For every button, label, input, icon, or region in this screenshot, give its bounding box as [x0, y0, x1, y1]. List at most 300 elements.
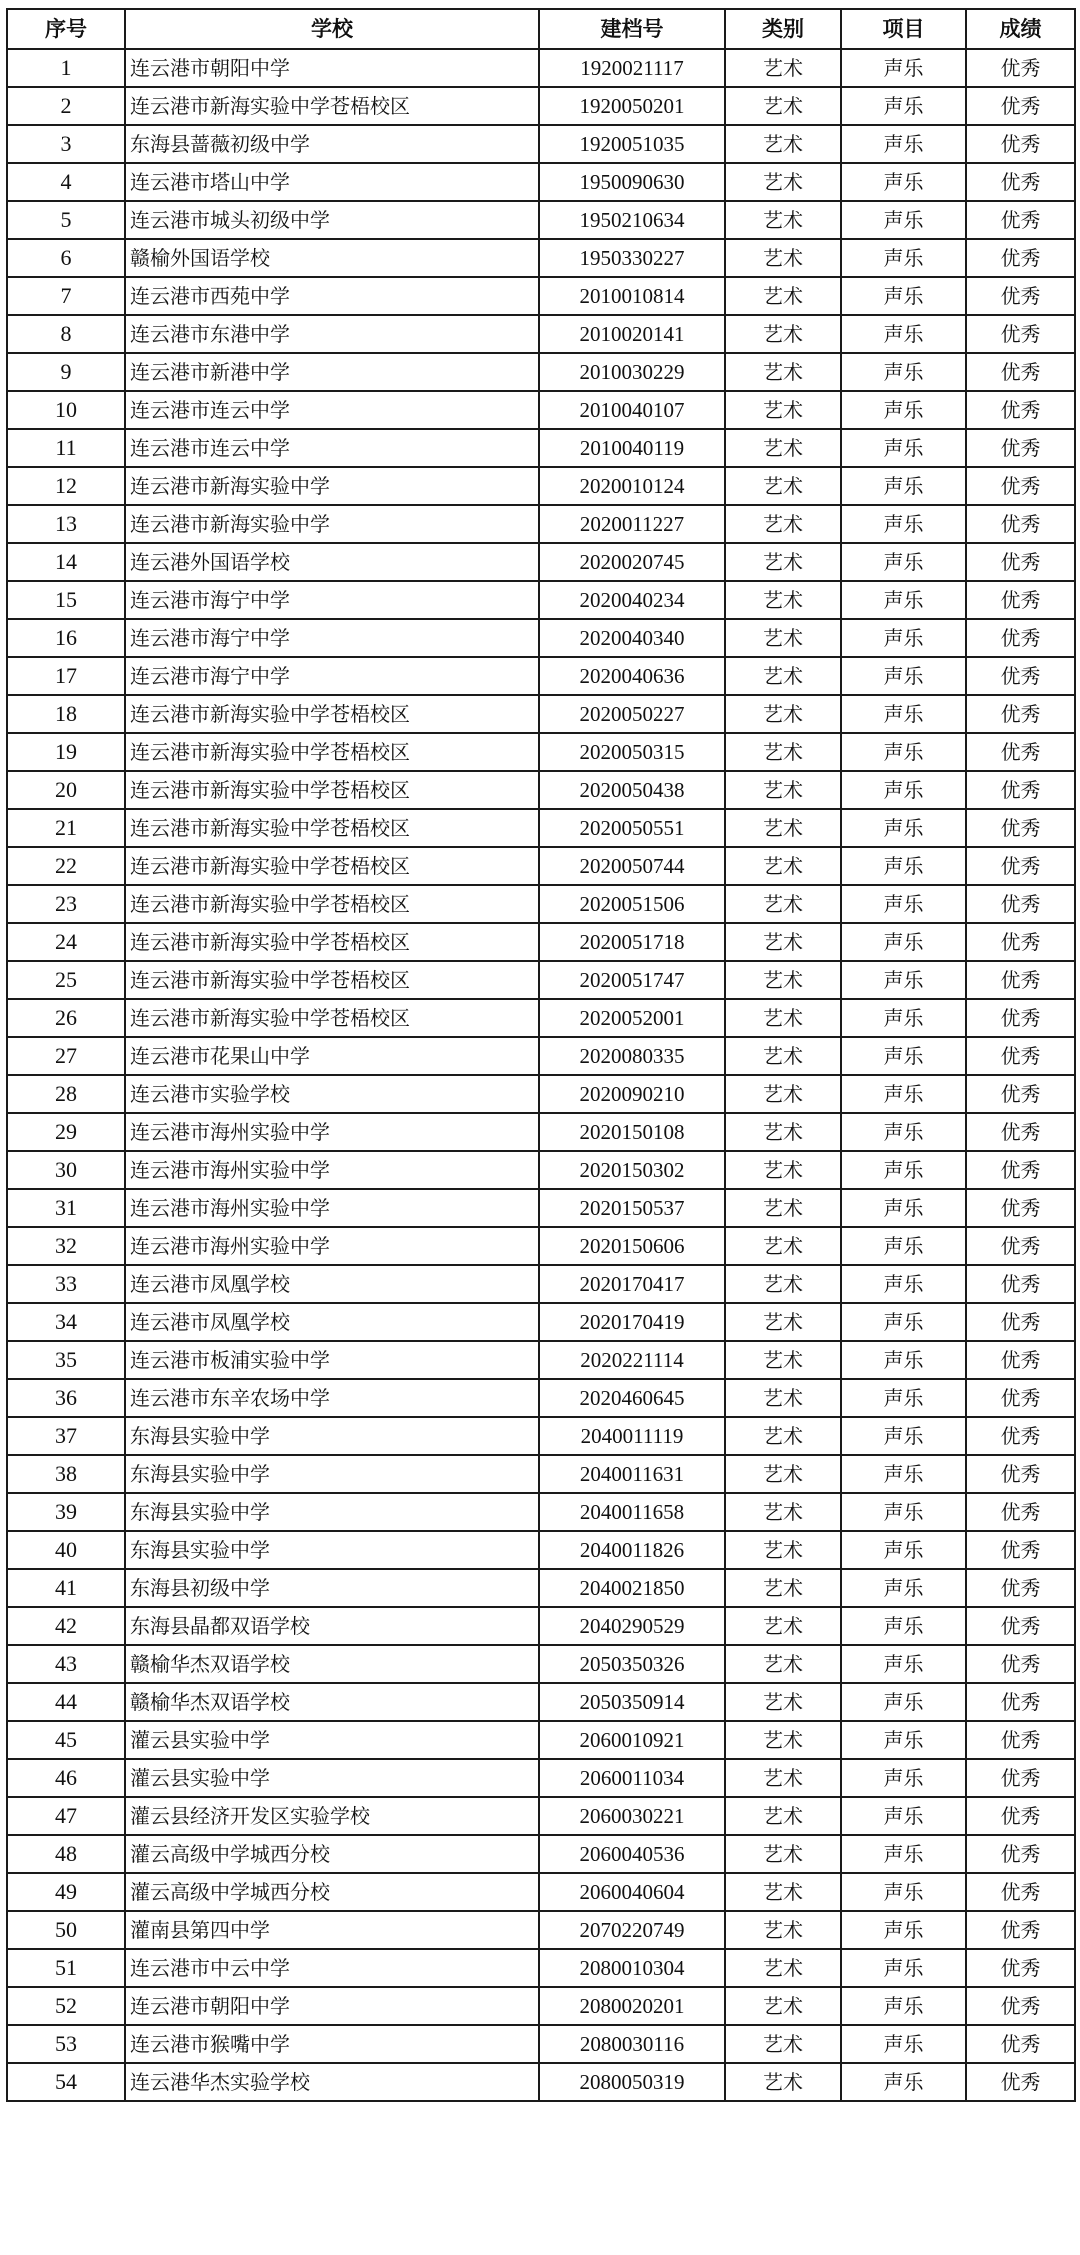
cell-score: 优秀	[966, 1569, 1075, 1607]
table-row	[7, 2063, 1075, 2101]
cell-score: 优秀	[966, 1873, 1075, 1911]
cell-item: 声乐	[841, 315, 966, 353]
cell-id: 2050350914	[539, 1683, 725, 1721]
cell-item: 声乐	[841, 1683, 966, 1721]
table-row	[7, 1227, 1075, 1265]
table-row	[7, 1645, 1075, 1683]
cell-id: 2040011826	[539, 1531, 725, 1569]
cell-category: 艺术	[725, 125, 841, 163]
cell-school: 连云港市海州实验中学	[125, 1151, 539, 1189]
cell-no: 30	[7, 1151, 125, 1189]
table-row	[7, 657, 1075, 695]
cell-id: 2060040604	[539, 1873, 725, 1911]
cell-school: 连云港市凤凰学校	[125, 1303, 539, 1341]
cell-score: 优秀	[966, 1151, 1075, 1189]
table-row	[7, 201, 1075, 239]
cell-score: 优秀	[966, 695, 1075, 733]
cell-id: 2020150537	[539, 1189, 725, 1227]
cell-no: 38	[7, 1455, 125, 1493]
table-row	[7, 771, 1075, 809]
cell-id: 2020150606	[539, 1227, 725, 1265]
cell-no: 4	[7, 163, 125, 201]
cell-score: 优秀	[966, 961, 1075, 999]
cell-no: 44	[7, 1683, 125, 1721]
cell-item: 声乐	[841, 1037, 966, 1075]
cell-school: 连云港市海宁中学	[125, 619, 539, 657]
cell-school: 连云港市猴嘴中学	[125, 2025, 539, 2063]
cell-id: 2020051718	[539, 923, 725, 961]
table-row	[7, 49, 1075, 87]
cell-category: 艺术	[725, 239, 841, 277]
cell-school: 赣榆华杰双语学校	[125, 1683, 539, 1721]
cell-no: 2	[7, 87, 125, 125]
cell-id: 2080010304	[539, 1949, 725, 1987]
cell-category: 艺术	[725, 1949, 841, 1987]
cell-no: 5	[7, 201, 125, 239]
table-row	[7, 961, 1075, 999]
table-row	[7, 239, 1075, 277]
cell-no: 48	[7, 1835, 125, 1873]
header-category: 类别	[725, 9, 841, 49]
cell-score: 优秀	[966, 353, 1075, 391]
cell-item: 声乐	[841, 429, 966, 467]
cell-no: 37	[7, 1417, 125, 1455]
cell-item: 声乐	[841, 695, 966, 733]
cell-school: 连云港市新海实验中学苍梧校区	[125, 771, 539, 809]
cell-school: 东海县实验中学	[125, 1417, 539, 1455]
cell-score: 优秀	[966, 657, 1075, 695]
cell-category: 艺术	[725, 277, 841, 315]
cell-school: 连云港市连云中学	[125, 391, 539, 429]
cell-category: 艺术	[725, 1493, 841, 1531]
cell-score: 优秀	[966, 2063, 1075, 2101]
cell-score: 优秀	[966, 1341, 1075, 1379]
cell-school: 灌云县实验中学	[125, 1721, 539, 1759]
cell-school: 灌云高级中学城西分校	[125, 1835, 539, 1873]
table-row	[7, 1455, 1075, 1493]
header-item: 项目	[841, 9, 966, 49]
table-row	[7, 1493, 1075, 1531]
table-row	[7, 619, 1075, 657]
cell-item: 声乐	[841, 847, 966, 885]
table-row	[7, 277, 1075, 315]
cell-score: 优秀	[966, 1113, 1075, 1151]
cell-item: 声乐	[841, 1455, 966, 1493]
cell-score: 优秀	[966, 201, 1075, 239]
cell-score: 优秀	[966, 923, 1075, 961]
cell-item: 声乐	[841, 619, 966, 657]
cell-category: 艺术	[725, 1227, 841, 1265]
cell-score: 优秀	[966, 505, 1075, 543]
cell-school: 连云港市新海实验中学	[125, 467, 539, 505]
cell-category: 艺术	[725, 1645, 841, 1683]
cell-category: 艺术	[725, 163, 841, 201]
cell-id: 2010020141	[539, 315, 725, 353]
cell-school: 灌云县实验中学	[125, 1759, 539, 1797]
cell-no: 32	[7, 1227, 125, 1265]
cell-score: 优秀	[966, 1645, 1075, 1683]
cell-school: 连云港市新海实验中学苍梧校区	[125, 87, 539, 125]
cell-item: 声乐	[841, 1417, 966, 1455]
cell-category: 艺术	[725, 1683, 841, 1721]
cell-no: 33	[7, 1265, 125, 1303]
cell-item: 声乐	[841, 1835, 966, 1873]
cell-category: 艺术	[725, 391, 841, 429]
table-row	[7, 1987, 1075, 2025]
cell-category: 艺术	[725, 961, 841, 999]
cell-no: 8	[7, 315, 125, 353]
cell-no: 50	[7, 1911, 125, 1949]
cell-category: 艺术	[725, 1341, 841, 1379]
cell-category: 艺术	[725, 809, 841, 847]
cell-no: 12	[7, 467, 125, 505]
cell-score: 优秀	[966, 1037, 1075, 1075]
cell-score: 优秀	[966, 619, 1075, 657]
cell-item: 声乐	[841, 277, 966, 315]
cell-score: 优秀	[966, 429, 1075, 467]
cell-item: 声乐	[841, 1759, 966, 1797]
cell-score: 优秀	[966, 543, 1075, 581]
cell-item: 声乐	[841, 543, 966, 581]
table-row	[7, 999, 1075, 1037]
table-row	[7, 87, 1075, 125]
cell-id: 1920021117	[539, 49, 725, 87]
cell-category: 艺术	[725, 1721, 841, 1759]
cell-school: 连云港市东辛农场中学	[125, 1379, 539, 1417]
cell-score: 优秀	[966, 87, 1075, 125]
cell-score: 优秀	[966, 1835, 1075, 1873]
cell-item: 声乐	[841, 163, 966, 201]
cell-school: 连云港市新海实验中学苍梧校区	[125, 885, 539, 923]
cell-category: 艺术	[725, 1151, 841, 1189]
cell-score: 优秀	[966, 847, 1075, 885]
table-row	[7, 1759, 1075, 1797]
cell-no: 9	[7, 353, 125, 391]
cell-no: 11	[7, 429, 125, 467]
cell-category: 艺术	[725, 1037, 841, 1075]
cell-score: 优秀	[966, 1417, 1075, 1455]
cell-id: 2020150108	[539, 1113, 725, 1151]
header-no: 序号	[7, 9, 125, 49]
cell-no: 13	[7, 505, 125, 543]
cell-no: 43	[7, 1645, 125, 1683]
cell-score: 优秀	[966, 809, 1075, 847]
cell-category: 艺术	[725, 1835, 841, 1873]
cell-score: 优秀	[966, 885, 1075, 923]
cell-id: 2020460645	[539, 1379, 725, 1417]
cell-school: 赣榆外国语学校	[125, 239, 539, 277]
cell-school: 连云港市花果山中学	[125, 1037, 539, 1075]
cell-school: 连云港市连云中学	[125, 429, 539, 467]
cell-no: 15	[7, 581, 125, 619]
cell-category: 艺术	[725, 1607, 841, 1645]
table-row	[7, 809, 1075, 847]
cell-item: 声乐	[841, 1531, 966, 1569]
cell-item: 声乐	[841, 353, 966, 391]
cell-school: 连云港市海州实验中学	[125, 1227, 539, 1265]
cell-item: 声乐	[841, 1379, 966, 1417]
cell-item: 声乐	[841, 885, 966, 923]
cell-id: 2020051747	[539, 961, 725, 999]
cell-school: 东海县晶都双语学校	[125, 1607, 539, 1645]
cell-score: 优秀	[966, 733, 1075, 771]
cell-score: 优秀	[966, 1987, 1075, 2025]
cell-id: 2020040340	[539, 619, 725, 657]
table-row	[7, 1151, 1075, 1189]
cell-id: 2060010921	[539, 1721, 725, 1759]
cell-item: 声乐	[841, 1987, 966, 2025]
cell-id: 2020050551	[539, 809, 725, 847]
cell-id: 2020051506	[539, 885, 725, 923]
cell-school: 连云港市板浦实验中学	[125, 1341, 539, 1379]
cell-no: 14	[7, 543, 125, 581]
cell-item: 声乐	[841, 467, 966, 505]
cell-item: 声乐	[841, 1911, 966, 1949]
cell-item: 声乐	[841, 1493, 966, 1531]
cell-item: 声乐	[841, 923, 966, 961]
cell-no: 3	[7, 125, 125, 163]
cell-school: 连云港市城头初级中学	[125, 201, 539, 239]
table-row	[7, 505, 1075, 543]
table-row	[7, 733, 1075, 771]
table-row	[7, 353, 1075, 391]
cell-score: 优秀	[966, 1531, 1075, 1569]
table-row	[7, 429, 1075, 467]
cell-no: 1	[7, 49, 125, 87]
cell-category: 艺术	[725, 581, 841, 619]
cell-school: 东海县实验中学	[125, 1493, 539, 1531]
cell-id: 2020040636	[539, 657, 725, 695]
cell-category: 艺术	[725, 847, 841, 885]
cell-category: 艺术	[725, 201, 841, 239]
cell-no: 34	[7, 1303, 125, 1341]
table-row	[7, 1835, 1075, 1873]
header-row	[7, 9, 1075, 49]
cell-item: 声乐	[841, 1189, 966, 1227]
cell-id: 2010010814	[539, 277, 725, 315]
cell-item: 声乐	[841, 1645, 966, 1683]
cell-id: 2020040234	[539, 581, 725, 619]
table-row	[7, 163, 1075, 201]
cell-category: 艺术	[725, 49, 841, 87]
cell-no: 20	[7, 771, 125, 809]
cell-school: 连云港华杰实验学校	[125, 2063, 539, 2101]
cell-id: 2020080335	[539, 1037, 725, 1075]
cell-id: 2040011119	[539, 1417, 725, 1455]
cell-no: 31	[7, 1189, 125, 1227]
cell-category: 艺术	[725, 1417, 841, 1455]
cell-score: 优秀	[966, 1493, 1075, 1531]
cell-score: 优秀	[966, 239, 1075, 277]
cell-item: 声乐	[841, 1151, 966, 1189]
cell-category: 艺术	[725, 1265, 841, 1303]
cell-score: 优秀	[966, 1265, 1075, 1303]
cell-item: 声乐	[841, 239, 966, 277]
cell-score: 优秀	[966, 1379, 1075, 1417]
cell-item: 声乐	[841, 1797, 966, 1835]
table-row	[7, 543, 1075, 581]
header-id: 建档号	[539, 9, 725, 49]
cell-id: 2070220749	[539, 1911, 725, 1949]
cell-category: 艺术	[725, 999, 841, 1037]
cell-category: 艺术	[725, 1379, 841, 1417]
cell-score: 优秀	[966, 1189, 1075, 1227]
cell-score: 优秀	[966, 1721, 1075, 1759]
cell-score: 优秀	[966, 1683, 1075, 1721]
cell-id: 1950210634	[539, 201, 725, 239]
cell-id: 2010040107	[539, 391, 725, 429]
table-row	[7, 1721, 1075, 1759]
cell-id: 2020170419	[539, 1303, 725, 1341]
table-row	[7, 847, 1075, 885]
cell-item: 声乐	[841, 1873, 966, 1911]
cell-id: 2010030229	[539, 353, 725, 391]
cell-item: 声乐	[841, 87, 966, 125]
cell-id: 2020150302	[539, 1151, 725, 1189]
cell-no: 52	[7, 1987, 125, 2025]
cell-no: 16	[7, 619, 125, 657]
cell-no: 39	[7, 1493, 125, 1531]
table-row	[7, 1379, 1075, 1417]
cell-category: 艺术	[725, 1569, 841, 1607]
cell-id: 2020090210	[539, 1075, 725, 1113]
cell-no: 41	[7, 1569, 125, 1607]
cell-category: 艺术	[725, 1531, 841, 1569]
cell-school: 连云港市西苑中学	[125, 277, 539, 315]
cell-item: 声乐	[841, 1721, 966, 1759]
table-row	[7, 1189, 1075, 1227]
cell-category: 艺术	[725, 1113, 841, 1151]
cell-no: 42	[7, 1607, 125, 1645]
table-row	[7, 1037, 1075, 1075]
cell-school: 连云港外国语学校	[125, 543, 539, 581]
cell-school: 连云港市海宁中学	[125, 581, 539, 619]
cell-id: 1920050201	[539, 87, 725, 125]
cell-item: 声乐	[841, 1227, 966, 1265]
cell-no: 24	[7, 923, 125, 961]
cell-id: 2050350326	[539, 1645, 725, 1683]
cell-item: 声乐	[841, 1303, 966, 1341]
header-school: 学校	[125, 9, 539, 49]
cell-school: 东海县蔷薇初级中学	[125, 125, 539, 163]
cell-category: 艺术	[725, 771, 841, 809]
cell-no: 22	[7, 847, 125, 885]
cell-id: 2020010124	[539, 467, 725, 505]
cell-school: 连云港市朝阳中学	[125, 1987, 539, 2025]
cell-category: 艺术	[725, 733, 841, 771]
cell-no: 36	[7, 1379, 125, 1417]
cell-item: 声乐	[841, 809, 966, 847]
cell-school: 灌云高级中学城西分校	[125, 1873, 539, 1911]
cell-id: 2060011034	[539, 1759, 725, 1797]
cell-school: 赣榆华杰双语学校	[125, 1645, 539, 1683]
cell-item: 声乐	[841, 1075, 966, 1113]
cell-category: 艺术	[725, 1873, 841, 1911]
cell-no: 26	[7, 999, 125, 1037]
table-row	[7, 1417, 1075, 1455]
cell-score: 优秀	[966, 1075, 1075, 1113]
cell-score: 优秀	[966, 1455, 1075, 1493]
cell-item: 声乐	[841, 1607, 966, 1645]
cell-school: 连云港市新海实验中学苍梧校区	[125, 961, 539, 999]
table-row	[7, 315, 1075, 353]
cell-score: 优秀	[966, 1797, 1075, 1835]
cell-id: 2020050227	[539, 695, 725, 733]
cell-category: 艺术	[725, 885, 841, 923]
cell-category: 艺术	[725, 1303, 841, 1341]
cell-category: 艺术	[725, 1455, 841, 1493]
cell-item: 声乐	[841, 1341, 966, 1379]
cell-no: 21	[7, 809, 125, 847]
table-row	[7, 695, 1075, 733]
cell-school: 连云港市实验学校	[125, 1075, 539, 1113]
cell-no: 28	[7, 1075, 125, 1113]
cell-item: 声乐	[841, 657, 966, 695]
cell-school: 连云港市东港中学	[125, 315, 539, 353]
cell-score: 优秀	[966, 771, 1075, 809]
table-row	[7, 1341, 1075, 1379]
cell-school: 连云港市新港中学	[125, 353, 539, 391]
table-row	[7, 1873, 1075, 1911]
cell-category: 艺术	[725, 353, 841, 391]
cell-school: 东海县初级中学	[125, 1569, 539, 1607]
table-header	[7, 9, 1075, 49]
cell-category: 艺术	[725, 1987, 841, 2025]
cell-no: 25	[7, 961, 125, 999]
cell-id: 2010040119	[539, 429, 725, 467]
cell-no: 51	[7, 1949, 125, 1987]
cell-category: 艺术	[725, 619, 841, 657]
cell-no: 54	[7, 2063, 125, 2101]
cell-school: 东海县实验中学	[125, 1455, 539, 1493]
cell-no: 19	[7, 733, 125, 771]
cell-score: 优秀	[966, 467, 1075, 505]
cell-category: 艺术	[725, 1075, 841, 1113]
table-body	[7, 49, 1075, 2101]
cell-school: 东海县实验中学	[125, 1531, 539, 1569]
cell-id: 2060040536	[539, 1835, 725, 1873]
cell-category: 艺术	[725, 315, 841, 353]
cell-category: 艺术	[725, 1189, 841, 1227]
cell-score: 优秀	[966, 581, 1075, 619]
cell-school: 连云港市中云中学	[125, 1949, 539, 1987]
cell-score: 优秀	[966, 163, 1075, 201]
cell-category: 艺术	[725, 923, 841, 961]
cell-score: 优秀	[966, 2025, 1075, 2063]
table-row	[7, 1113, 1075, 1151]
cell-school: 连云港市海州实验中学	[125, 1189, 539, 1227]
cell-category: 艺术	[725, 1759, 841, 1797]
table-row	[7, 1303, 1075, 1341]
table-row	[7, 1075, 1075, 1113]
cell-item: 声乐	[841, 1265, 966, 1303]
cell-item: 声乐	[841, 771, 966, 809]
cell-id: 1950330227	[539, 239, 725, 277]
cell-id: 2080030116	[539, 2025, 725, 2063]
table-row	[7, 125, 1075, 163]
cell-no: 49	[7, 1873, 125, 1911]
cell-no: 29	[7, 1113, 125, 1151]
cell-category: 艺术	[725, 657, 841, 695]
cell-score: 优秀	[966, 1227, 1075, 1265]
table-row	[7, 1531, 1075, 1569]
cell-item: 声乐	[841, 581, 966, 619]
cell-id: 2020221114	[539, 1341, 725, 1379]
cell-school: 连云港市新海实验中学苍梧校区	[125, 999, 539, 1037]
cell-school: 连云港市海宁中学	[125, 657, 539, 695]
cell-no: 23	[7, 885, 125, 923]
cell-school: 连云港市海州实验中学	[125, 1113, 539, 1151]
